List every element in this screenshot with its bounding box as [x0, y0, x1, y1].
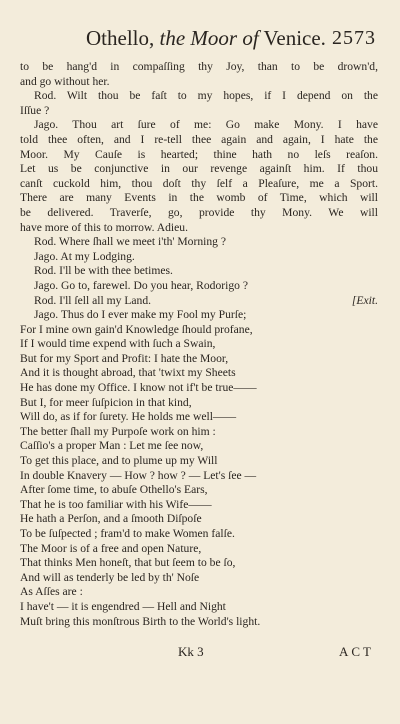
catchword: ACT — [339, 644, 374, 659]
text-line: Jago. Thou art ſure of me: Go make Mony. I have — [34, 118, 378, 132]
verse-line: Will do, as if for ſurety. He holds me well—— — [20, 410, 237, 424]
text-line: be delivered. Traverſe, go, provide thy Mony. We will — [20, 205, 378, 219]
text-line: Jago. Go to, farewel. Do you hear, Rodorigo ? — [34, 278, 248, 292]
text-line: Rod. I'll ſell all my Land. — [34, 293, 152, 307]
text-line: Rod. Wilt thou be faſt to my hopes, if I depend on the — [34, 89, 378, 103]
verse-line: And it is thought abroad, that 'twixt my Sheets — [20, 366, 236, 380]
verse-line: But for my Sport and Profit: I hate the Moor, — [20, 351, 229, 365]
text-line: and go without her. — [20, 74, 110, 88]
verse-line: He has done my Office. I know not if't be true—— — [20, 381, 257, 395]
verse-line: I have't — it is engendred — Hell and Night — [20, 599, 226, 613]
verse-line: That he is too familiar with his Wife—— — [20, 497, 212, 511]
stage-direction-exit: [Exit. — [351, 293, 378, 307]
verse-line: That thinks Men honeſt, that but ſeem to be ſo, — [20, 556, 236, 570]
verse-line: After ſome time, to abuſe Othello's Ears, — [20, 483, 208, 497]
text-line: Let us be conjunctive in our revenge againſt him. If thou — [20, 162, 378, 176]
verse-line: But I, for meer ſuſpicion in that kind, — [20, 395, 192, 409]
text-line: Jago. Thus do I ever make my Fool my Purſe; — [34, 308, 247, 322]
running-header — [86, 26, 376, 51]
verse-line: As Aſſes are : — [20, 585, 83, 599]
text-line: to be hang'd in compaſſing thy Joy, than to be drown'd, — [20, 60, 378, 73]
text-line: have more of this to morrow. Adieu. — [20, 220, 188, 234]
header-title-name: Othello, — [86, 26, 155, 50]
text-line: There are many Events in the womb of Time, which will — [20, 191, 378, 205]
text-line: Jago. At my Lodging. — [34, 249, 135, 263]
text-line: canſt cuckold him, thou doſt thy ſelf a Pleaſure, me a Sport. — [20, 176, 378, 190]
header-title-middle: the Moor of — [159, 26, 259, 50]
text-line: Rod. Where ſhall we meet i'th' Morning ? — [34, 235, 226, 249]
verse-line: The better ſhall my Purpoſe work on him : — [20, 424, 216, 438]
text-body — [20, 60, 378, 629]
verse-line: If I would time expend with ſuch a Swain, — [20, 337, 216, 351]
verse-line: To get this place, and to plume up my Will — [20, 454, 218, 468]
page-number: 2573 — [332, 27, 376, 49]
verse-line: He hath a Perſon, and a ſmooth Diſpoſe — [20, 512, 202, 526]
verse-line: Caſſio's a proper Man : Let me ſee now, — [20, 439, 204, 453]
text-line: told thee often, and I re-tell thee again and again, I hate the — [20, 132, 378, 146]
verse-line: For I mine own gain'd Knowledge ſhould profane, — [20, 322, 253, 336]
signature-mark: Kk 3 — [178, 644, 204, 659]
verse-line: Muſt bring this monſtrous Birth to the World's light. — [20, 614, 261, 628]
verse-line: In double Knavery — How ? how ? — Let's ſee — — [20, 468, 257, 482]
text-line: Iſſue ? — [20, 103, 50, 117]
exit-line — [20, 294, 378, 309]
verse-line: And will as tenderly be led by th' Noſe — [20, 570, 200, 584]
verse-line: The Moor is of a free and open Nature, — [20, 541, 202, 555]
header-title-place: Venice. — [263, 26, 326, 50]
verse-line: To be ſuſpected ; fram'd to make Women falſe. — [20, 527, 235, 540]
text-line: Moor. My Cauſe is hearted; thine hath no leſs reaſon. — [20, 147, 378, 161]
text-line: Rod. I'll be with thee betimes. — [34, 264, 173, 278]
